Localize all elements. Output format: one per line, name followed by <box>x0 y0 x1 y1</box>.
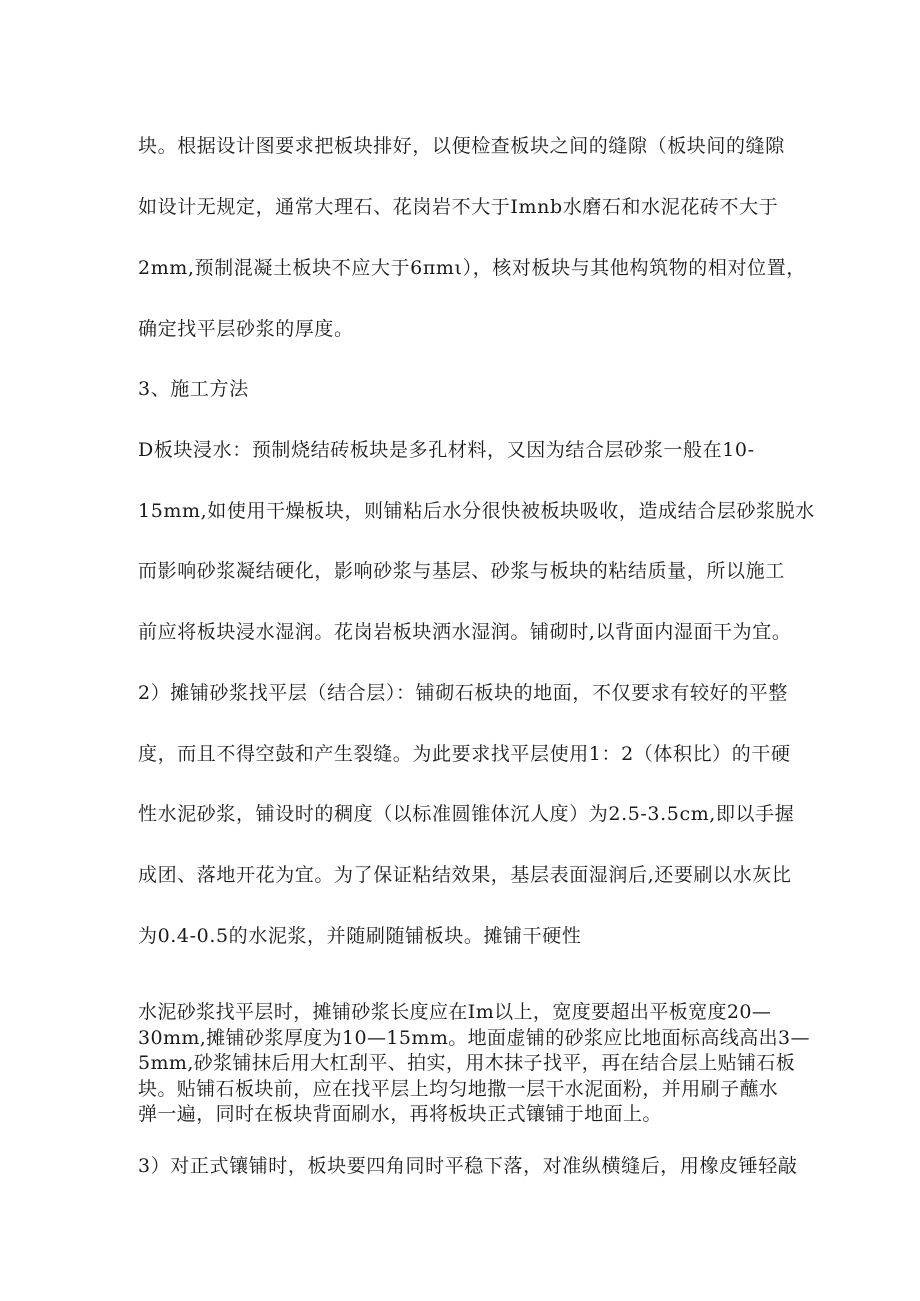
text-line: 成团、落地开花为宜。为了保证粘结效果，基层表面湿润后,还要刷以水灰比 <box>138 864 792 886</box>
text-line: 弹一遍，同时在板块背面刷水，再将板块正式镶铺于地面上。 <box>138 1103 662 1125</box>
text-line: D板块浸水：预制烧结砖板块是多孔材料，又因为结合层砂浆一般在10- <box>138 439 755 461</box>
text-line: 2）摊铺砂浆找平层（结合层）：铺砌石板块的地面，不仅要求有较好的平整 <box>138 682 788 704</box>
text-line: 为0.4-0.5的水泥浆，并随刷随铺板块。摊铺干硬性 <box>138 925 582 947</box>
text-line: 15mm,如使用干燥板块，则铺粘后水分很快被板块吸收，造成结合层砂浆脱水 <box>138 500 815 522</box>
text-line: 而影响砂浆凝结硬化，影响砂浆与基层、砂浆与板块的粘结质量，所以施工 <box>138 560 785 582</box>
text-line: 块。根据设计图要求把板块排好，以便检查板块之间的缝隙（板块间的缝隙 <box>138 135 785 157</box>
section-heading: 3、施工方法 <box>138 378 249 400</box>
text-line: 5mm,砂浆铺抹后用大杠刮平、拍实，用木抹子找平，再在结合层上贴铺石板 <box>138 1052 796 1074</box>
text-line: 性水泥砂浆，铺设时的稠度（以标准圆锥体沉人度）为2.5-3.5cm,即以手握 <box>138 803 795 825</box>
text-line: 如设计无规定，通常大理石、花岗岩不大于Imnb水磨石和水泥花砖不大于 <box>138 196 779 218</box>
text-line: 前应将板块浸水湿润。花岗岩板块洒水湿润。铺砌时,以背面内湿面干为宜。 <box>138 621 792 643</box>
text-line: 30mm,摊铺砂浆厚度为10—15mm。地面虚铺的砂浆应比地面标高线高出3— <box>138 1026 810 1049</box>
text-line: 块。贴铺石板块前，应在找平层上均匀地撒一层干水泥面粉，并用刷子蘸水 <box>138 1077 779 1100</box>
text-line: 水泥砂浆找平层时，摊铺砂浆长度应在Im以上，宽度要超出平板宽度20— <box>138 1001 772 1023</box>
text-line: 确定找平层砂浆的厚度。 <box>138 318 354 340</box>
dense-paragraph <box>138 1000 818 1128</box>
text-line: 3）对正式镶铺时，板块要四角同时平稳下落，对准纵横缝后，用橡皮锤轻敲 <box>138 1155 798 1177</box>
text-line: 2mm,预制混凝土板块不应大于6πmι），核对板块与其他构筑物的相对位置， <box>138 257 806 279</box>
text-line: 度，而且不得空鼓和产生裂缝。为此要求找平层使用1：2（体积比）的干硬 <box>138 743 791 765</box>
